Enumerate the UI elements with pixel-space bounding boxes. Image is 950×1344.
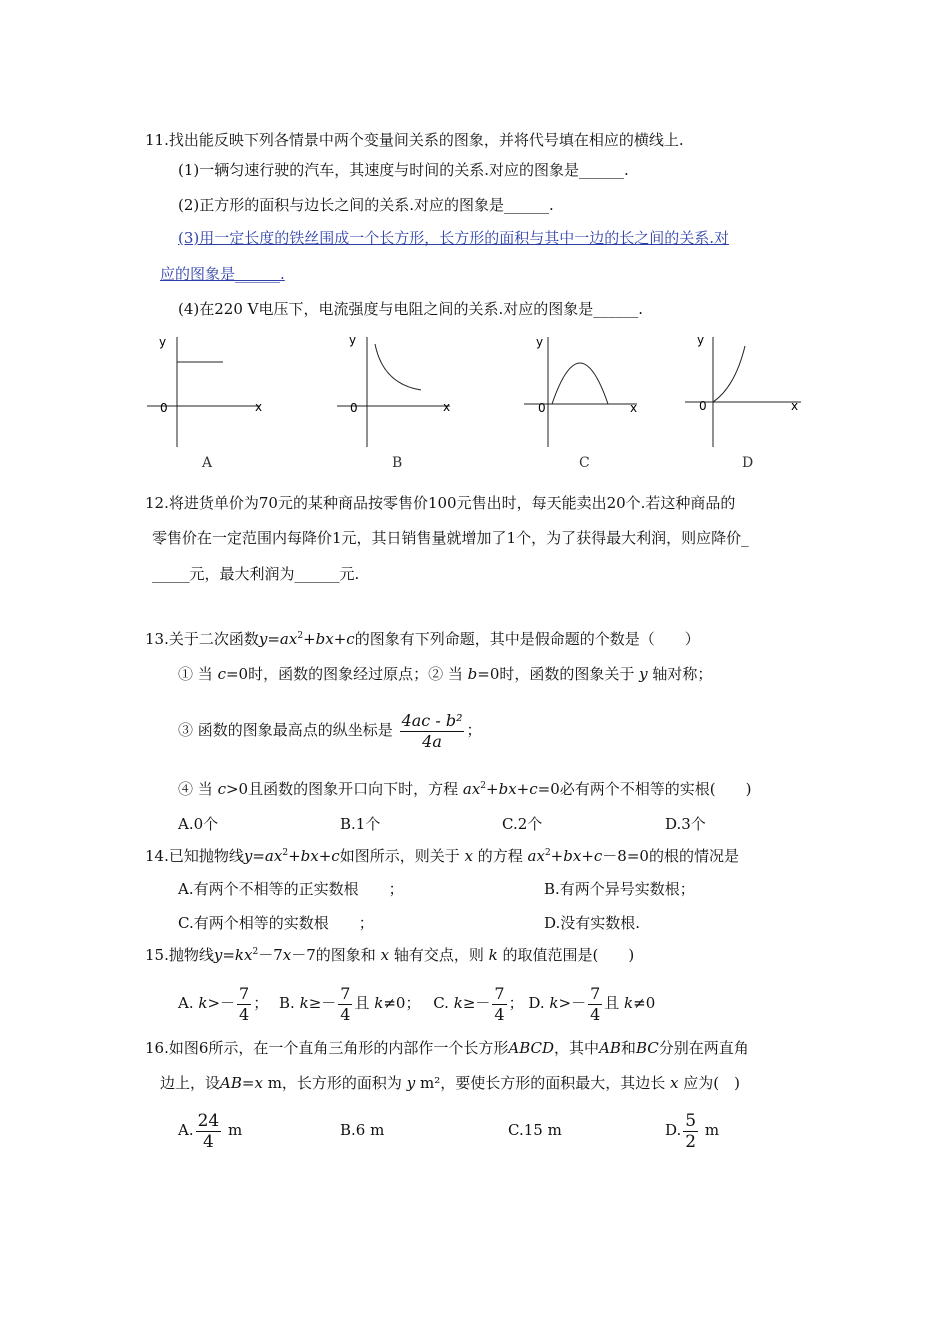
graph-d [683, 332, 813, 442]
graph-b-label: B [392, 455, 403, 471]
graph-c-svg [522, 332, 652, 452]
graph-b-curve [375, 344, 421, 390]
graph-c [522, 332, 652, 442]
q14-option-d: D.没有实数根. [544, 914, 641, 932]
q11-part3-line2[interactable]: 应的图象是______. [160, 265, 285, 283]
graph-c-label: C [579, 455, 590, 471]
q13-option-a: A.0个 [178, 815, 219, 833]
graph-c-curve [552, 363, 608, 404]
q13-fraction: $\frac{\text{4ac - b²}}{4a}$ [401, 710, 463, 751]
graph-a-y: y [159, 335, 167, 349]
graph-d-label: D [742, 455, 754, 471]
q15-option-c: C. k≥－ $\frac{7}{4}$ ； [433, 983, 524, 1024]
q15-stem: 15.抛物线$y=kx^2-7x-7$的图象和 x 轴有交点，则 k 的取值范围是( ) [145, 946, 635, 964]
q14-stem: 14.已知抛物线$y=ax^2+bx+c$如图所示，则关于 x 的方程 $ax^2+bx+c-8=0$的根的情况是 [145, 847, 739, 865]
q12-line2: 零售价在一定范围内每降价1元，其日销售量就增加了1个，为了获得最大利润，则应降价_ [152, 529, 749, 547]
q13-statement-4: ④ 当 c>0且函数的图象开口向下时，方程 $ax^2+bx+c=0$必有两个不相等的实根( ) [178, 780, 752, 798]
graph-b-x: x [443, 400, 451, 414]
q16-line2: 边上，设AB=x m，长方形的面积为 y m²，要使长方形的面积最大，其边长 x 应为( ) [160, 1074, 740, 1092]
graph-b-y: y [349, 333, 357, 347]
graph-b-svg [335, 332, 465, 452]
q15-options [178, 981, 655, 1025]
q11-part1: (1)一辆匀速行驶的汽车，其速度与时间的关系.对应的图象是______. [178, 161, 629, 179]
graph-c-x: x [630, 401, 638, 415]
q11-part4: (4)在220 V电压下，电流强度与电阻之间的关系.对应的图象是______. [178, 300, 644, 318]
q16-option-b: B.6 m [340, 1121, 385, 1139]
q14-option-b: B.有两个异号实数根； [544, 880, 695, 898]
q14-option-c: C.有两个相等的实数根 ； [178, 914, 374, 932]
graph-d-svg [683, 332, 813, 452]
graph-d-origin: 0 [699, 399, 707, 413]
q11-part3-line1[interactable]: (3)用一定长度的铁丝围成一个长方形，长方形的面积与其中一边的长之间的关系.对 [178, 229, 730, 247]
q11-part2: (2)正方形的面积与边长之间的关系.对应的图象是______. [178, 196, 554, 214]
q12-line3: _____元，最大利润为______元. [152, 565, 360, 583]
graph-d-curve [713, 346, 745, 402]
graph-a-label: A [202, 455, 213, 471]
q11-stem: 11.找出能反映下列各情景中两个变量间关系的图象，并将代号填在相应的横线上. [145, 131, 684, 149]
graph-b-origin: 0 [350, 401, 358, 415]
graph-c-y: y [536, 335, 544, 349]
graph-a-x: x [255, 400, 263, 414]
q13-stem: 13.关于二次函数$y=ax^2+bx+c$的图象有下列命题，其中是假命题的个数是（ ） [145, 630, 700, 648]
graph-a-origin: 0 [160, 401, 168, 415]
q13-statement-3: ③ 函数的图象最高点的纵坐标是 $\frac{\text{4ac - b²}}{4a}$ ； [178, 710, 482, 751]
q16-option-d: D. $\frac{5}{2}$ m [665, 1110, 720, 1152]
q15-option-b: B. k≥－ $\frac{7}{4}$ 且 k≠0； [279, 983, 421, 1024]
q15-option-a: A. k>－ $\frac{7}{4}$ ； [178, 983, 269, 1024]
q15-option-d: D. k>－ $\frac{7}{4}$ 且 k≠0 [528, 983, 656, 1024]
q13-option-c: C.2个 [502, 815, 543, 833]
q13-statement-1-2: ① 当 c=0时，函数的图象经过原点；② 当 b=0时，函数的图象关于 y 轴对称； [178, 665, 713, 683]
graph-d-y: y [697, 333, 705, 347]
q16-option-c: C.15 m [508, 1121, 562, 1139]
q13-option-d: D.3个 [665, 815, 706, 833]
q12-line1: 12.将进货单价为70元的某种商品按零售价100元售出时，每天能卖出20个.若这种商品的 [145, 494, 736, 512]
graph-a [145, 332, 275, 442]
q16-option-a: A. $\frac{24}{4}$ m [178, 1110, 243, 1152]
q13-option-b: B.1个 [340, 815, 381, 833]
graph-b [335, 332, 465, 442]
graph-d-x: x [791, 399, 799, 413]
graph-c-origin: 0 [538, 401, 546, 415]
q14-option-a: A.有两个不相等的正实数根 ； [178, 880, 404, 898]
graph-a-svg [145, 332, 275, 452]
q16-line1: 16.如图6所示，在一个直角三角形的内部作一个长方形ABCD，其中AB和BC分别在两直角 [145, 1039, 749, 1057]
